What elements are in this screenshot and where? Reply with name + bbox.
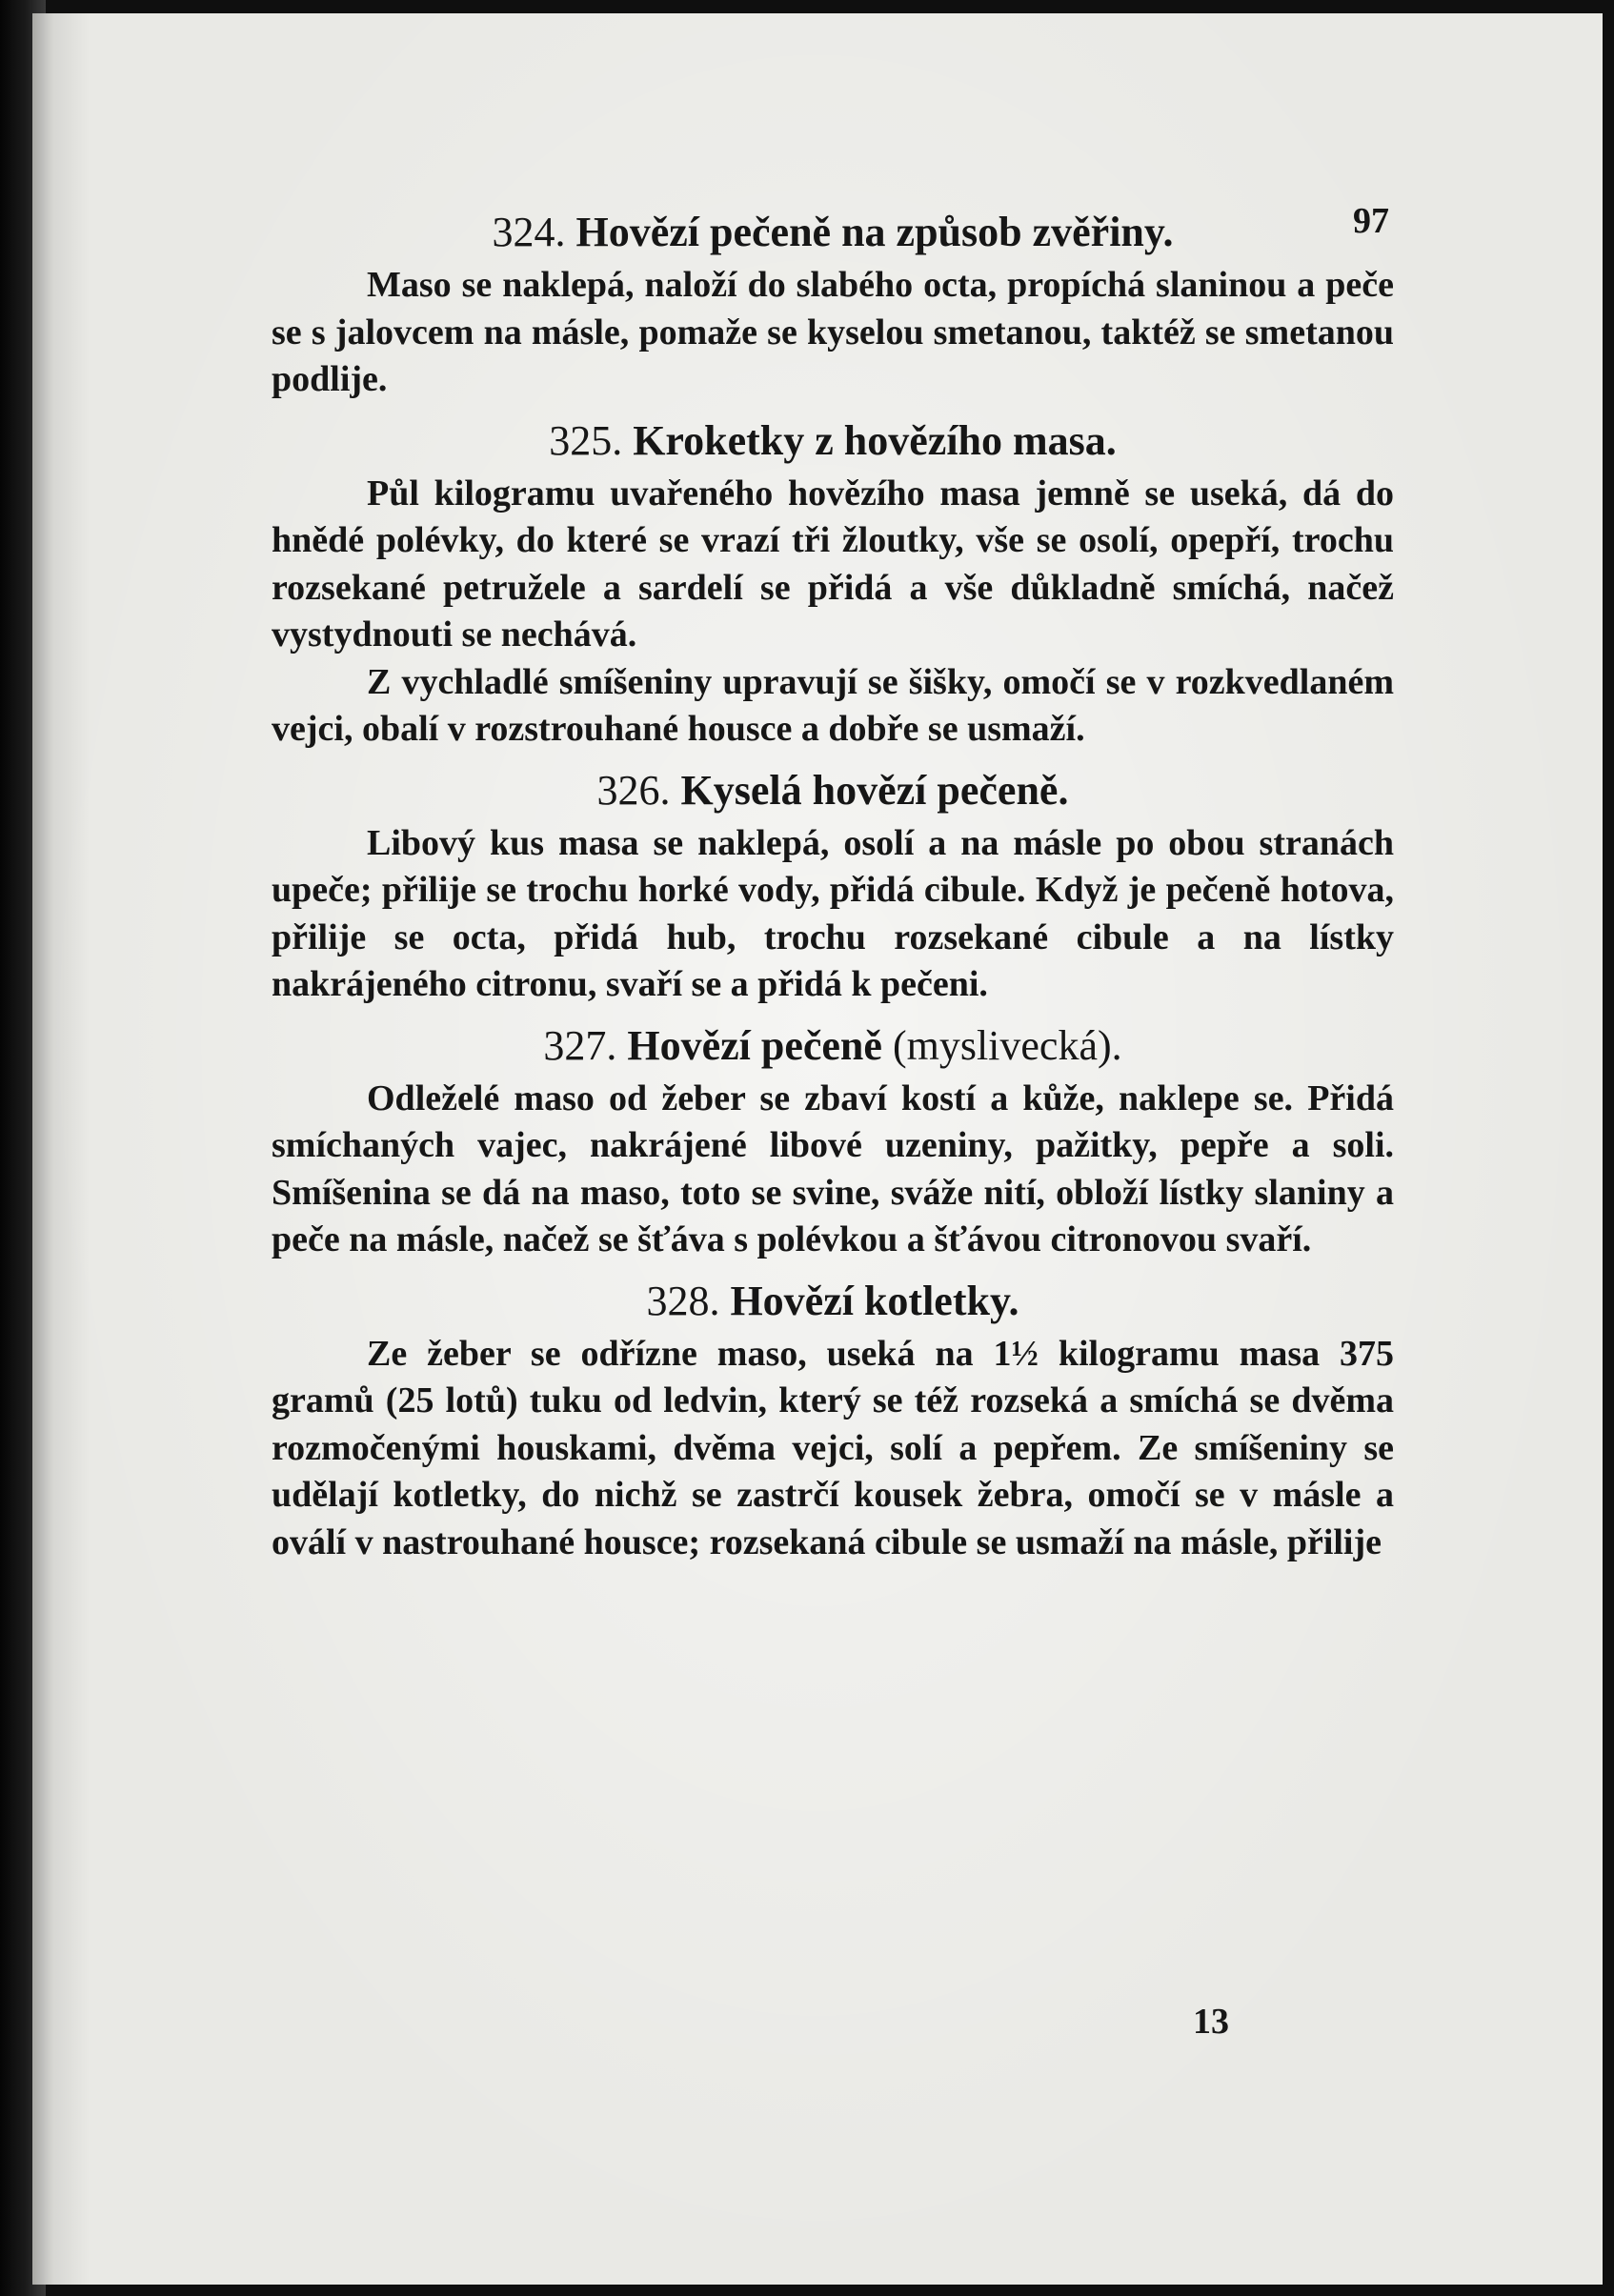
page-text bbox=[272, 203, 1394, 1574]
recipe-number: 328. bbox=[646, 1277, 720, 1324]
recipe-324 bbox=[272, 203, 1394, 404]
recipe-number: 324. bbox=[492, 209, 566, 255]
recipe-title bbox=[272, 1017, 1394, 1076]
recipe-name: Hovězí pečeně bbox=[627, 1021, 882, 1069]
recipe-title bbox=[272, 761, 1394, 820]
recipe-326 bbox=[272, 761, 1394, 1009]
recipe-paragraph: Odleželé maso od žeber se zbaví kostí a kůže, naklepe se. Přidá smíchaných vajec, nakrájené libové uzeniny, pažitky, pepře a soli. Smíšenina se dá na maso, toto se svine, sváže nití, obloží lístky slaniny a peče na másle, načež se šťáva s polévkou a šťávou citronovou svaří. bbox=[272, 1078, 1394, 1259]
recipe-number: 325. bbox=[549, 416, 623, 464]
recipe-name: Kroketky z hovězího masa. bbox=[633, 416, 1117, 464]
page-number: 97 bbox=[1353, 201, 1389, 241]
recipe-title bbox=[272, 412, 1394, 471]
recipe-name: Kyselá hovězí pečeně. bbox=[680, 766, 1069, 814]
recipe-paragraph: Maso se naklepá, naloží do slabého octa, propíchá slaninou a peče se s jalovcem na másle, pomaže se kyselou smetanou, taktéž se smetanou podlije. bbox=[272, 265, 1394, 399]
recipe-327 bbox=[272, 1017, 1394, 1264]
recipe-title bbox=[272, 203, 1394, 262]
recipe-paragraph: Libový kus masa se naklepá, osolí a na másle po obou stranách upeče; přilije se trochu horké vody, přidá cibule. Když je pečeně hotova, přilije se octa, přidá hub, trochu rozsekané cibule a na lístky nakrájeného citronu, svaří se a přidá k pečeni. bbox=[272, 822, 1394, 1004]
recipe-subtitle: (myslivecká). bbox=[892, 1021, 1122, 1069]
recipe-paragraph: Půl kilogramu uvařeného hovězího masa jemně se useká, dá do hnědé polévky, do které se vrazí tři žloutky, vše se osolí, opepří, trochu rozsekané petružele a sardelí se přidá a vše důkladně smíchá, načež vystydnouti se nechává. bbox=[272, 473, 1394, 655]
recipe-325 bbox=[272, 412, 1394, 754]
recipe-name: Hovězí kotletky. bbox=[730, 1277, 1019, 1324]
recipe-number: 327. bbox=[543, 1021, 617, 1069]
signature-number: 13 bbox=[1193, 2002, 1229, 2042]
recipe-name: Hovězí pečeně na způsob zvěřiny. bbox=[575, 209, 1174, 255]
recipe-328 bbox=[272, 1272, 1394, 1567]
recipe-paragraph: Ze žeber se odřízne maso, useká na 1½ kilogramu masa 375 gramů (25 lotů) tuku od ledvin, který se též rozseká a smíchá se dvěma rozmočenými houskami, dvěma vejci, solí a pepřem. Ze smíšeniny se udělají kotletky, do nichž se zastrčí kousek žebra, omočí se v másle a oválí v nastrouhané housce; rozsekaná cibule se usmaží na másle, přilije bbox=[272, 1333, 1394, 1562]
recipe-title bbox=[272, 1272, 1394, 1331]
recipe-number: 326. bbox=[596, 766, 671, 814]
recipe-paragraph: Z vychladlé smíšeniny upravují se šišky, omočí se v rozkvedlaném vejci, obalí v rozstrouhané housce a dobře se usmaží. bbox=[272, 661, 1394, 749]
